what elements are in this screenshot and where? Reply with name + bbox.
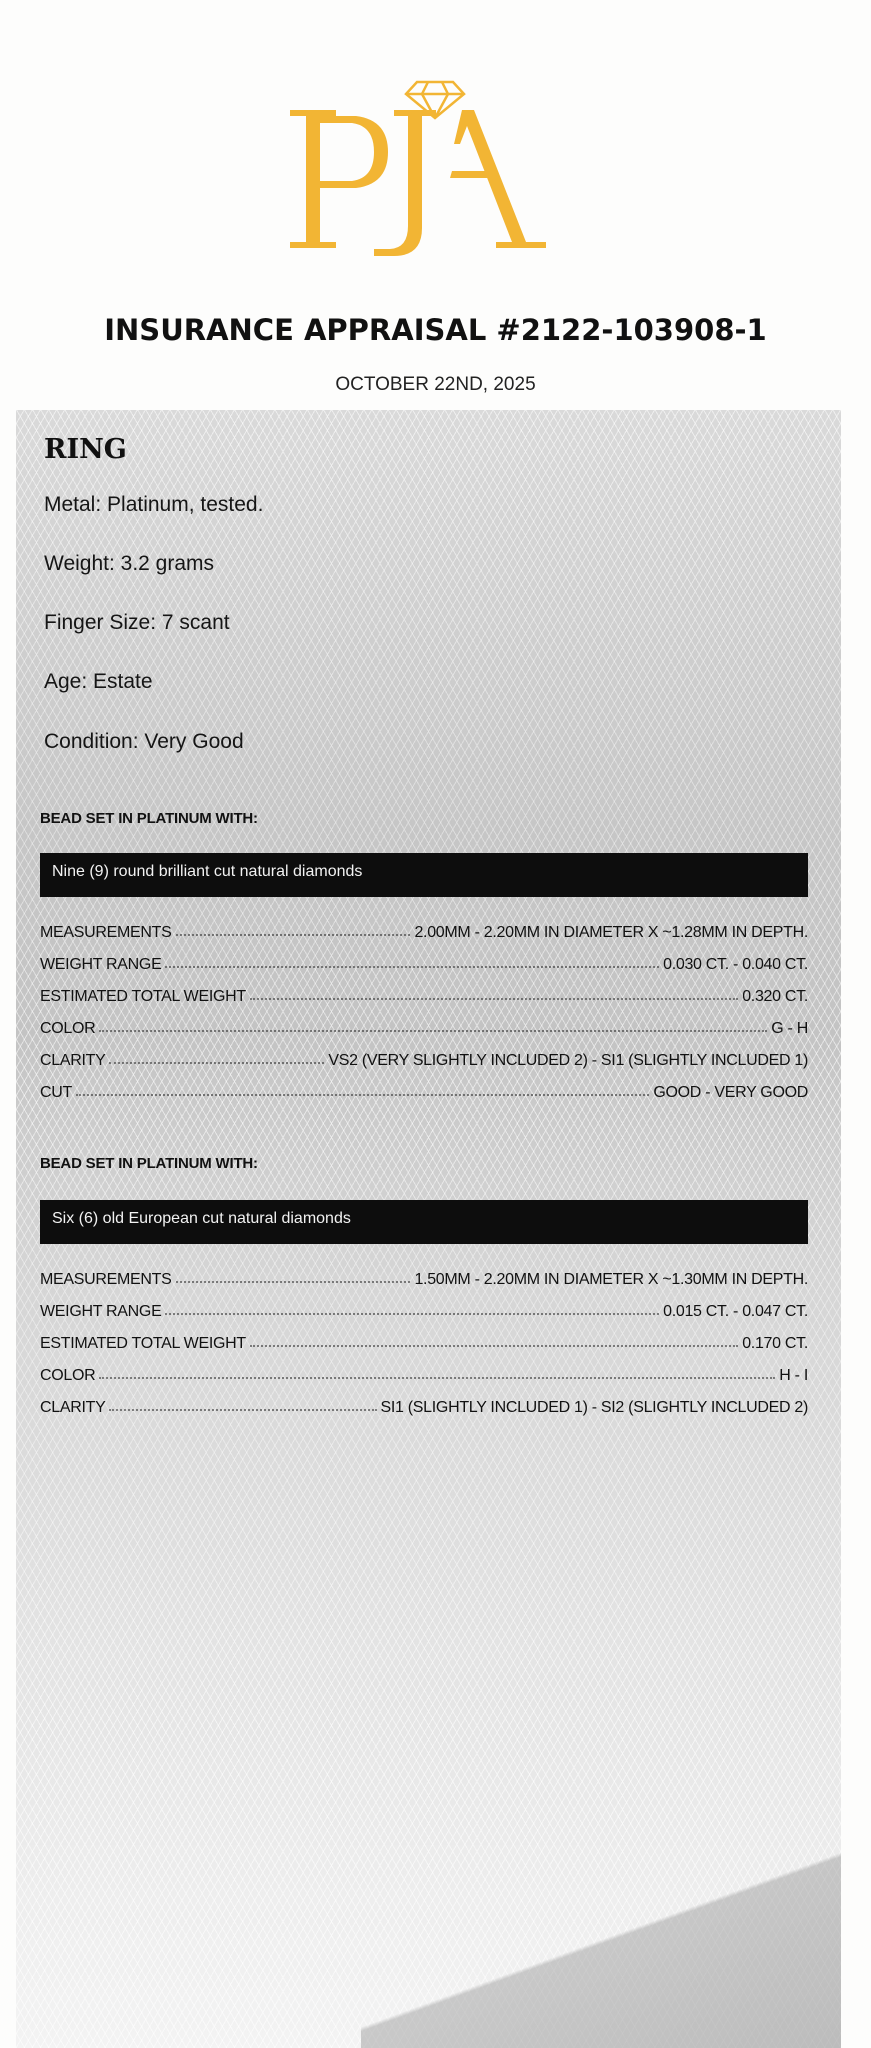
spec-value: 0.030 CT. - 0.040 CT. bbox=[663, 956, 808, 973]
pja-logo bbox=[290, 60, 580, 260]
dot-leader bbox=[165, 966, 659, 968]
spec-row-total-weight bbox=[40, 1321, 808, 1353]
spec-list bbox=[40, 910, 808, 1102]
setting-label: BEAD SET IN PLATINUM WITH: bbox=[40, 810, 258, 827]
item-condition: Condition: Very Good bbox=[44, 730, 244, 753]
spec-row-cut bbox=[40, 1070, 808, 1102]
item-weight: Weight: 3.2 grams bbox=[44, 552, 215, 575]
spec-value: 0.015 CT. - 0.047 CT. bbox=[663, 1303, 808, 1320]
spec-value: SI1 (SLIGHTLY INCLUDED 1) - SI2 (SLIGHTLY INCLUDED 2) bbox=[380, 1399, 808, 1416]
spec-label: WEIGHT RANGE bbox=[40, 956, 162, 973]
dot-leader bbox=[176, 1281, 411, 1283]
dot-leader bbox=[250, 998, 738, 1000]
spec-value: 0.320 CT. bbox=[742, 988, 808, 1005]
item-finger-size: Finger Size: 7 scant bbox=[44, 611, 230, 634]
security-panel bbox=[16, 410, 841, 2048]
spec-value: G - H bbox=[771, 1020, 808, 1037]
item-heading: RING bbox=[44, 434, 127, 465]
spec-row-color bbox=[40, 1353, 808, 1385]
spec-value: GOOD - VERY GOOD bbox=[653, 1084, 808, 1101]
appraisal-title: INSURANCE APPRAISAL #2122-103908-1 bbox=[104, 313, 767, 347]
appraisal-date: OCTOBER 22ND, 2025 bbox=[335, 374, 536, 395]
panel-shading bbox=[361, 1788, 841, 2048]
spec-value: H - I bbox=[779, 1367, 808, 1384]
spec-label: ESTIMATED TOTAL WEIGHT bbox=[40, 988, 246, 1005]
spec-row-color bbox=[40, 1006, 808, 1038]
dot-leader bbox=[99, 1030, 767, 1032]
spec-row-weight-range bbox=[40, 942, 808, 974]
spec-list bbox=[40, 1257, 808, 1417]
spec-row-total-weight bbox=[40, 974, 808, 1006]
spec-value: 1.50MM - 2.20MM IN DIAMETER X ~1.30MM IN DEPTH. bbox=[414, 1271, 808, 1288]
spec-value: VS2 (VERY SLIGHTLY INCLUDED 2) - SI1 (SLIGHTLY INCLUDED 1) bbox=[328, 1052, 808, 1069]
dot-leader bbox=[250, 1345, 738, 1347]
spec-label: WEIGHT RANGE bbox=[40, 1303, 162, 1320]
spec-row-clarity bbox=[40, 1385, 808, 1417]
spec-label: MEASUREMENTS bbox=[40, 1271, 172, 1288]
dot-leader bbox=[109, 1409, 376, 1411]
spec-label: CUT bbox=[40, 1084, 72, 1101]
stone-description-bar: Nine (9) round brilliant cut natural diamonds bbox=[40, 853, 808, 897]
spec-row-clarity bbox=[40, 1038, 808, 1070]
dot-leader bbox=[176, 934, 411, 936]
spec-label: MEASUREMENTS bbox=[40, 924, 172, 941]
spec-label: CLARITY bbox=[40, 1399, 106, 1416]
logo-graphic bbox=[290, 60, 580, 260]
spec-label: COLOR bbox=[40, 1020, 96, 1037]
item-age: Age: Estate bbox=[44, 670, 153, 693]
logo-letters bbox=[290, 110, 546, 256]
spec-row-measurements bbox=[40, 910, 808, 942]
spec-value: 0.170 CT. bbox=[742, 1335, 808, 1352]
setting-label: BEAD SET IN PLATINUM WITH: bbox=[40, 1155, 258, 1172]
spec-row-measurements bbox=[40, 1257, 808, 1289]
dot-leader bbox=[165, 1313, 659, 1315]
dot-leader bbox=[76, 1094, 649, 1096]
spec-label: ESTIMATED TOTAL WEIGHT bbox=[40, 1335, 246, 1352]
spec-row-weight-range bbox=[40, 1289, 808, 1321]
dot-leader bbox=[109, 1062, 324, 1064]
dot-leader bbox=[99, 1377, 775, 1379]
spec-label: CLARITY bbox=[40, 1052, 106, 1069]
stone-description-bar: Six (6) old European cut natural diamonds bbox=[40, 1200, 808, 1244]
spec-label: COLOR bbox=[40, 1367, 96, 1384]
spec-value: 2.00MM - 2.20MM IN DIAMETER X ~1.28MM IN DEPTH. bbox=[414, 924, 808, 941]
item-metal: Metal: Platinum, tested. bbox=[44, 493, 264, 516]
